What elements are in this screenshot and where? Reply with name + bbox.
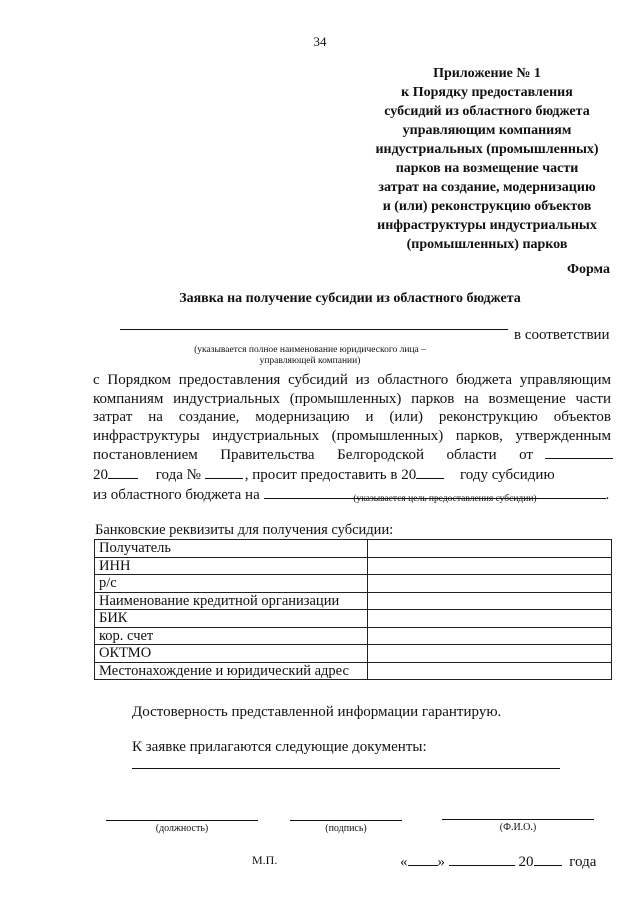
- purpose-label: из областного бюджета на: [93, 486, 260, 503]
- bank-row-label: Получатель: [95, 540, 368, 558]
- paragraph-line: компаниям индустриальных (промышленных) парков на возмещение части: [93, 390, 611, 407]
- bank-row-value[interactable]: [368, 557, 612, 575]
- bank-row-label: р/с: [95, 575, 368, 593]
- subsidy-text: году субсидию: [459, 466, 555, 483]
- applicant-name-field[interactable]: [120, 329, 508, 330]
- bank-row-label: ИНН: [95, 557, 368, 575]
- appendix-header: [330, 64, 640, 254]
- signature-field[interactable]: [290, 820, 402, 821]
- date-year-prefix: 20: [518, 854, 534, 870]
- bank-row-value[interactable]: [368, 575, 612, 593]
- appendix-line: (промышленных) парков: [406, 237, 568, 252]
- bank-row-value[interactable]: [368, 540, 612, 558]
- signature-caption: (подпись): [325, 823, 367, 834]
- appendix-line: к Порядку предоставления: [401, 85, 573, 100]
- appendix-line: инфраструктуры индустриальных: [377, 218, 597, 233]
- document-title: Заявка на получение субсидии из областного бюджета: [179, 291, 521, 306]
- bank-row-value[interactable]: [368, 592, 612, 610]
- resolution-number-field[interactable]: [205, 465, 243, 479]
- appendix-line: и (или) реконструкцию объектов: [382, 199, 592, 214]
- table-row: [95, 627, 612, 645]
- appendix-line: Приложение № 1: [433, 66, 541, 81]
- bank-row-label: Местонахождение и юридический адрес: [95, 662, 368, 680]
- date-open-quote: «: [400, 854, 408, 870]
- date-year-field[interactable]: [534, 852, 562, 866]
- paragraph-line: [93, 445, 611, 465]
- appendix-line: субсидий из областного бюджета: [384, 104, 590, 119]
- appendix-line: управляющим компаниям: [402, 123, 572, 138]
- paragraph-line: с Порядком предоставления субсидий из областного бюджета управляющим: [93, 372, 611, 388]
- bank-row-label: ОКТМО: [95, 645, 368, 663]
- page-number: 34: [313, 34, 327, 49]
- resolution-date-field[interactable]: [545, 445, 613, 459]
- paragraph-line: инфраструктуры индустриальных (промышленных) парков, утвержденным: [93, 427, 611, 444]
- applicant-suffix: в соответствии: [514, 327, 610, 343]
- bank-details-table: [94, 539, 612, 680]
- bank-row-value[interactable]: [368, 610, 612, 628]
- appendix-line: затрат на создание, модернизацию: [378, 180, 596, 195]
- position-caption: (должность): [155, 823, 209, 834]
- date-day-field[interactable]: [408, 852, 438, 866]
- applicant-hint: [150, 345, 470, 367]
- date-month-field[interactable]: [449, 852, 515, 866]
- full-name-caption: (Ф.И.О.): [499, 822, 537, 833]
- year-prefix: 20: [93, 466, 108, 483]
- subsidy-year-field[interactable]: [416, 465, 444, 479]
- date-year-suffix: года: [569, 854, 597, 870]
- period: .: [605, 486, 610, 503]
- appendix-line: индустриальных (промышленных): [375, 142, 599, 157]
- bank-row-label: Наименование кредитной организации: [95, 592, 368, 610]
- appendix-line: парков на возмещение части: [395, 161, 579, 176]
- purpose-hint: (указывается цель предоставления субсидии): [353, 494, 537, 504]
- paragraph-line-text: постановлением Правительства Белгородской области от: [93, 447, 533, 464]
- form-label: Форма: [566, 262, 610, 277]
- bank-row-value[interactable]: [368, 627, 612, 645]
- table-row: [95, 575, 612, 593]
- bank-heading: Банковские реквизиты для получения субсидии:: [95, 522, 394, 538]
- applicant-hint-line: (указывается полное наименование юридического лица –: [194, 345, 426, 355]
- paragraph-line: затрат на создание, модернизацию и (или) реконструкцию объектов: [93, 409, 611, 426]
- attachments-field[interactable]: [132, 768, 560, 769]
- position-field[interactable]: [106, 820, 258, 821]
- table-row: [95, 645, 612, 663]
- bank-row-label: БИК: [95, 610, 368, 628]
- table-row: [95, 610, 612, 628]
- application-paragraph: [93, 371, 611, 504]
- full-name-field[interactable]: [442, 819, 594, 820]
- date-line: [400, 852, 596, 871]
- paragraph-line: [93, 465, 611, 485]
- applicant-hint-line: управляющей компании): [259, 356, 361, 366]
- request-text: , просит предоставить в 20: [244, 466, 417, 483]
- table-row: [95, 540, 612, 558]
- resolution-year-field[interactable]: [108, 465, 138, 479]
- table-row: [95, 592, 612, 610]
- number-label: года №: [155, 466, 201, 483]
- date-close-quote: »: [437, 854, 445, 870]
- attachments-heading: К заявке прилагаются следующие документы:: [132, 739, 427, 755]
- guarantee-statement: Достоверность представленной информации гарантирую.: [132, 704, 502, 720]
- table-row: [95, 662, 612, 680]
- stamp-place: М.П.: [252, 853, 278, 867]
- bank-row-label: кор. счет: [95, 627, 368, 645]
- table-row: [95, 557, 612, 575]
- bank-row-value[interactable]: [368, 662, 612, 680]
- bank-row-value[interactable]: [368, 645, 612, 663]
